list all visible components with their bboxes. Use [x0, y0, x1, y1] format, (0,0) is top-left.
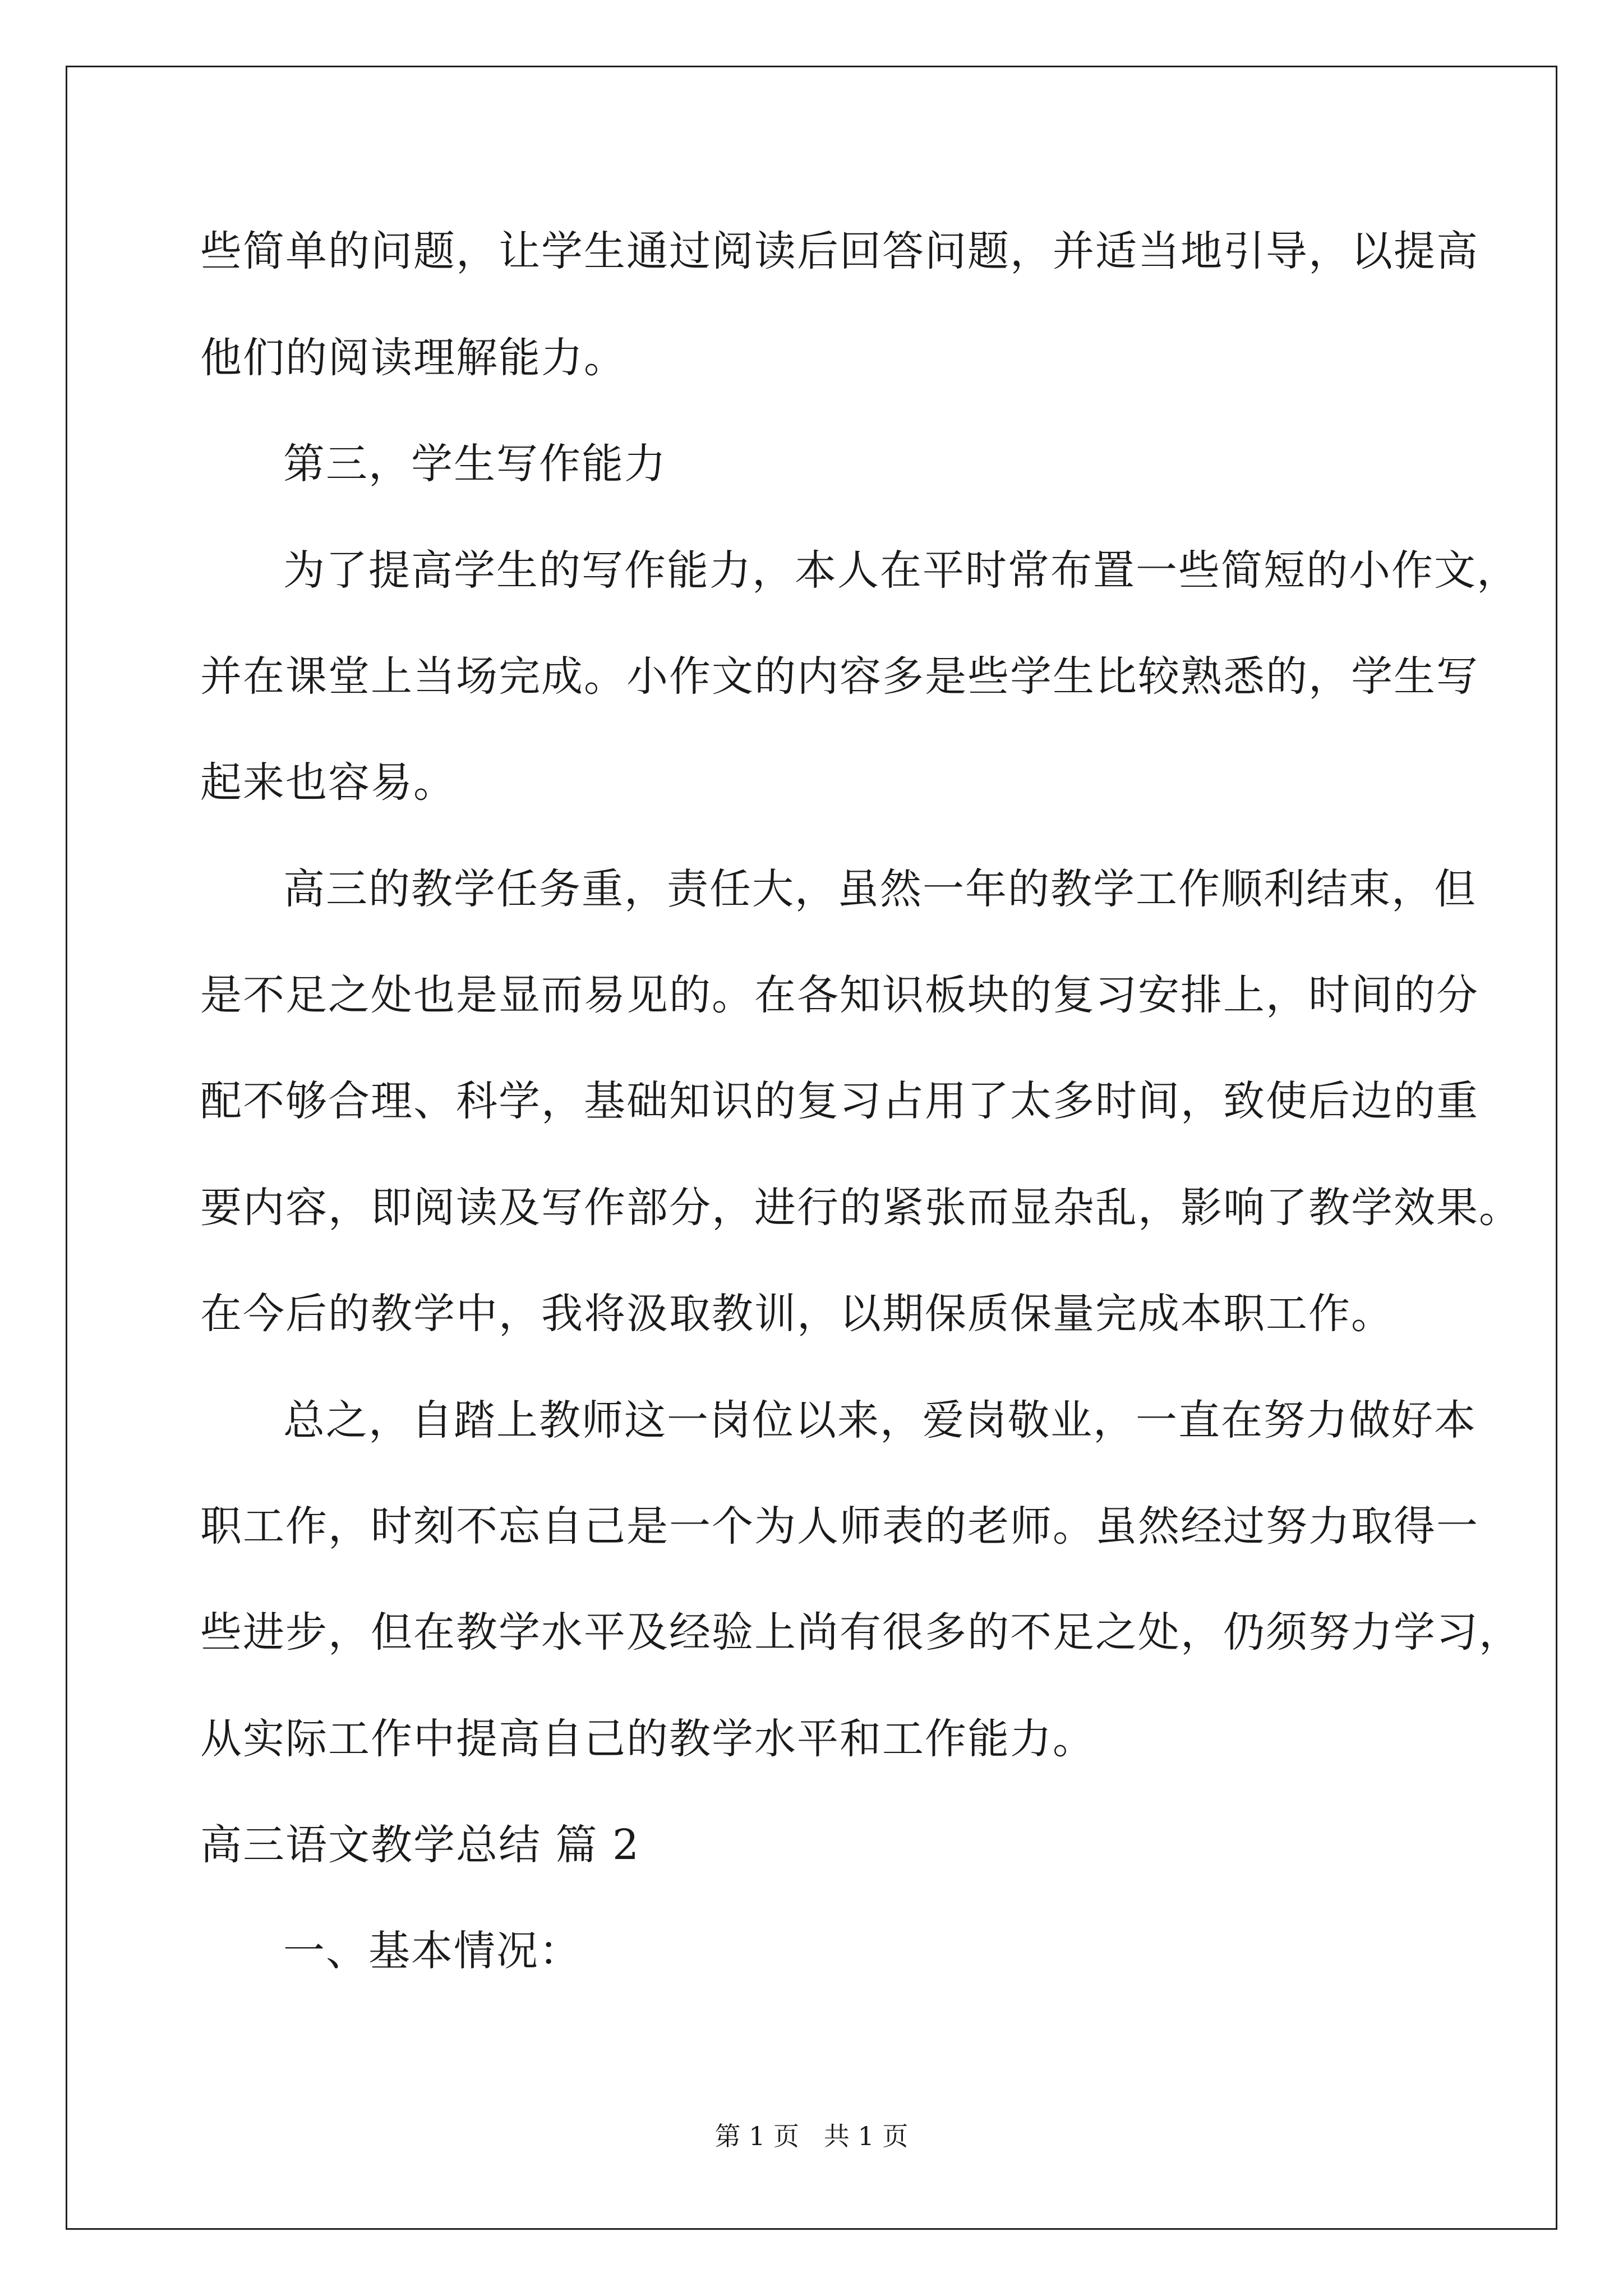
page-footer: 第 1 页 共 1 页: [714, 2121, 909, 2151]
text-line: 为了提高学生的写作能力，本人在平时常布置一些简短的小作文，: [283, 546, 1519, 595]
text-line: 些简单的问题，让学生通过阅读后回答问题，并适当地引导，以提高: [200, 227, 1479, 275]
text-line: 并在课堂上当场完成。小作文的内容多是些学生比较熟悉的，学生写: [200, 652, 1479, 701]
text-line: 配不够合理、科学，基础知识的复习占用了太多时间，致使后边的重: [200, 1077, 1479, 1125]
section-heading: 一、基本情况：: [283, 1927, 582, 1975]
text-line: 在今后的教学中，我将汲取教训，以期保质保量完成本职工作。: [200, 1290, 1394, 1338]
text-line: 总之，自踏上教师这一岗位以来，爱岗敬业，一直在努力做好本: [283, 1396, 1477, 1444]
text-line: 职工作，时刻不忘自己是一个为人师表的老师。虽然经过努力取得一: [200, 1502, 1479, 1550]
text-line: 些进步，但在教学水平及经验上尚有很多的不足之处，仍须努力学习，: [200, 1608, 1521, 1657]
text-line: 他们的阅读理解能力。: [200, 334, 626, 382]
text-line: 是不足之处也是显而易见的。在各知识板块的复习安排上，时间的分: [200, 971, 1479, 1019]
text-line: 从实际工作中提高自己的教学水平和工作能力。: [200, 1715, 1095, 1763]
article-heading: 高三语文教学总结 篇 2: [200, 1821, 640, 1869]
document-body: [200, 0, 1521, 2076]
text-line: 要内容，即阅读及写作部分，进行的紧张而显杂乱，影响了教学效果。: [200, 1184, 1521, 1232]
text-line: 高三的教学任务重，责任大，虽然一年的教学工作顺利结束，但: [283, 865, 1477, 913]
text-line: 起来也容易。: [200, 758, 456, 807]
section-heading: 第三，学生写作能力: [283, 440, 667, 488]
